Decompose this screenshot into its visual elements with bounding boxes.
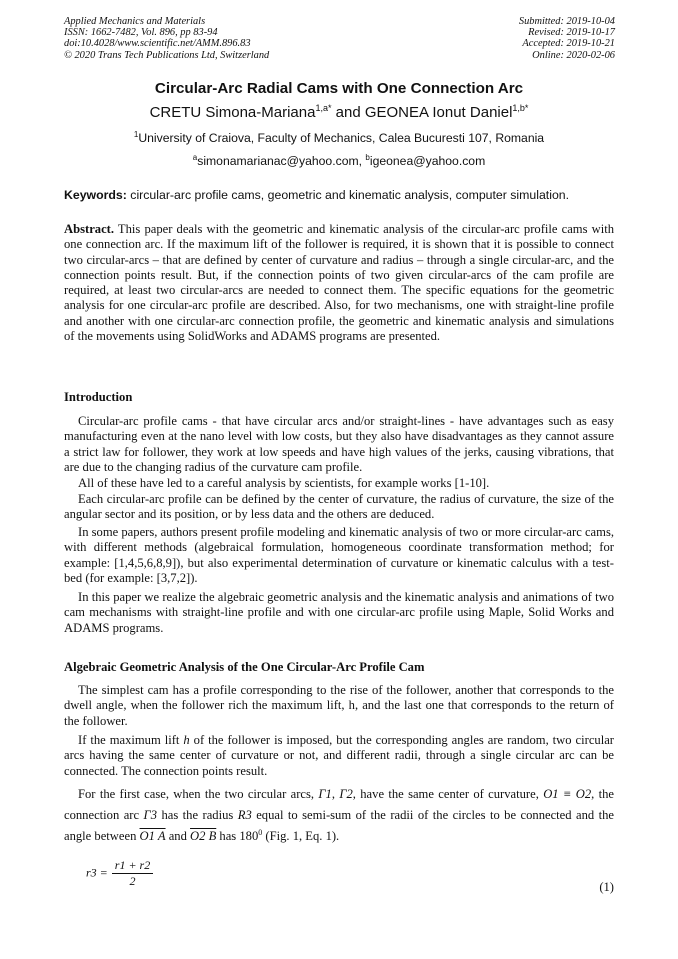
revised-date: Revised: 2019-10-17 [528, 27, 615, 39]
radius-r3: R3 [237, 808, 252, 822]
gamma-1: Γ1 [318, 787, 332, 801]
gamma-2: Γ2 [339, 787, 353, 801]
author-1: CRETU Simona-Mariana [149, 104, 316, 121]
equation-1 [86, 858, 153, 889]
equation-number: (1) [599, 880, 614, 894]
submitted-date: Submitted: 2019-10-04 [518, 16, 615, 27]
intro-heading: Introduction [64, 390, 133, 404]
abstract [64, 222, 614, 344]
email-b-marker: b [365, 152, 370, 162]
equation-lhs: r3 = [86, 865, 108, 880]
vector-o2b: O2 B [190, 829, 217, 843]
degree-sup: 0 [258, 827, 263, 837]
intro-paragraph-3: Each circular-arc profile can be defined by the center of curvature, the radius of curvature, the size of the angular sector and its position, or by less data and the others are deduced. [64, 492, 614, 522]
email-a-marker: a [192, 152, 198, 162]
submission-dates [519, 16, 615, 61]
author-1-affil: 1,a* [315, 103, 332, 113]
author-conjunction: and [331, 104, 365, 121]
affiliation-marker: 1 [133, 129, 139, 139]
copyright: © 2020 Trans Tech Publications Ltd, Switzerland [64, 49, 270, 61]
intro-paragraph-5: In this paper we realize the algebraic geometric analysis and the kinematic analysis and animations of two cam mechanisms with straight-line profile and with one circular-arc profile using Maple, Solid Works and ADAMS programs. [64, 590, 614, 635]
p3-text-e: equal to semi-sum of the radii of the circles to be connected and the angle between [64, 808, 615, 843]
section-2-paragraph-2 [64, 733, 614, 779]
gamma-3: Γ3 [143, 808, 157, 822]
lift-symbol: h [183, 733, 190, 747]
email-a[interactable]: simonamarianac@yahoo.com, [197, 154, 366, 168]
accepted-date: Accepted: 2019-10-21 [522, 38, 615, 50]
author-2-affil: 1,b* [512, 103, 529, 113]
author-list [0, 104, 678, 121]
p2-text-a: If the maximum lift [78, 733, 184, 747]
affiliation-text: University of Craiova, Faculty of Mechanics, Calea Bucuresti 107, Romania [138, 131, 545, 145]
p3-text-g: (Fig. 1, Eq. 1). [262, 829, 340, 843]
issn: ISSN: 1662-7482, Vol. 896, pp 83-94 [64, 27, 218, 39]
p3-text-b: , have the same center of curvature, [352, 787, 544, 801]
p2-text-b: of the follower is imposed, but the corresponding angles are random, two circular arcs having the same center of curvature or not, and different radii, through a single circular arc can be connected. The connection points result. [64, 733, 614, 778]
p3-text-f: has 180 [216, 829, 259, 843]
author-2: GEONEA Ionut Daniel [364, 104, 513, 121]
equation-denominator: 2 [129, 874, 136, 888]
doi: doi:10.4028/www.scientific.net/AMM.896.83 [64, 38, 251, 50]
email-b[interactable]: igeonea@yahoo.com [369, 154, 486, 168]
author-emails [0, 154, 678, 168]
keywords-text: circular-arc profile cams, geometric and kinematic analysis, computer simulation. [126, 188, 570, 202]
p3-comma: , [331, 787, 340, 801]
vector-o1a: O1 A [139, 829, 166, 843]
equation-numerator: r1 + r2 [112, 858, 153, 874]
intro-paragraph-2: All of these have led to a careful analysis by scientists, for example works [1-10]. [78, 476, 490, 490]
p3-and: and [165, 829, 191, 843]
equation-fraction [112, 858, 153, 889]
abstract-label: Abstract. [64, 222, 115, 236]
p3-text-c: , the connection arc [64, 787, 615, 822]
p3-text-a: For the first case, when the two circular arcs, [78, 787, 319, 801]
paper-title: Circular-Arc Radial Cams with One Connection Arc [154, 80, 524, 97]
intro-paragraph-4: In some papers, authors present profile modeling and kinematic analysis of two or more circular-arc cams, with different methods (algebraical formulation, homogeneous coordinate transformation method; for example: [1,4,5,6,8,9]), but also experimental determination of curvature or kinematic calculus with a test-bed (for example: [3,7,2]). [64, 525, 614, 585]
section-2-paragraph-3 [64, 784, 614, 847]
keywords-label: Keywords: [64, 188, 127, 202]
intro-paragraph-1: Circular-arc profile cams - that have circular arcs and/or straight-lines - have advantages such as easy manufacturing even at the nano level with low costs, but they also have disadvantages as they cannot assure a strict law for follower, they work at low speeds and have high values of the jerks, causing vibrations, that are due to the changing radius of the curvature cam profile. [64, 414, 614, 474]
keywords [64, 188, 624, 202]
journal-name: Applied Mechanics and Materials [64, 16, 206, 27]
p3-text-d: has the radius [157, 808, 238, 822]
affiliation [0, 131, 678, 145]
section-2-paragraph-1: The simplest cam has a profile corresponding to the rise of the follower, another that corresponds to the dwell angle, when the follower rich the maximum lift, h, and the last one that corresponds to the return of the follower. [64, 683, 614, 728]
centers-equivalence: O1 ≡ O2 [543, 787, 592, 801]
section-2-heading: Algebraic Geometric Analysis of the One Circular-Arc Profile Cam [64, 660, 425, 674]
journal-info [64, 16, 269, 61]
abstract-text: This paper deals with the geometric and kinematic analysis of the circular-arc profile cams with one connection arc. If the maximum lift of the follower is required, it is shown that it is possible to connect two circular-arcs – that are defined by center of curvature and radius – through a single circular-arc, and the connection points result. But, if the connection points of two given circular-arcs of the cam profile are required, at least two circular-arcs are needed to connect them. The specific equations for the geometric analysis for one circular-arc profile are described. Also, for two mechanisms, one with straight-line profile and another with one circular-arc connection profile, the geometric and kinematic analysis and simulations of the movements using SolidWorks and ADAMS programs are presented. [64, 222, 614, 344]
online-date: Online: 2020-02-06 [532, 49, 615, 61]
